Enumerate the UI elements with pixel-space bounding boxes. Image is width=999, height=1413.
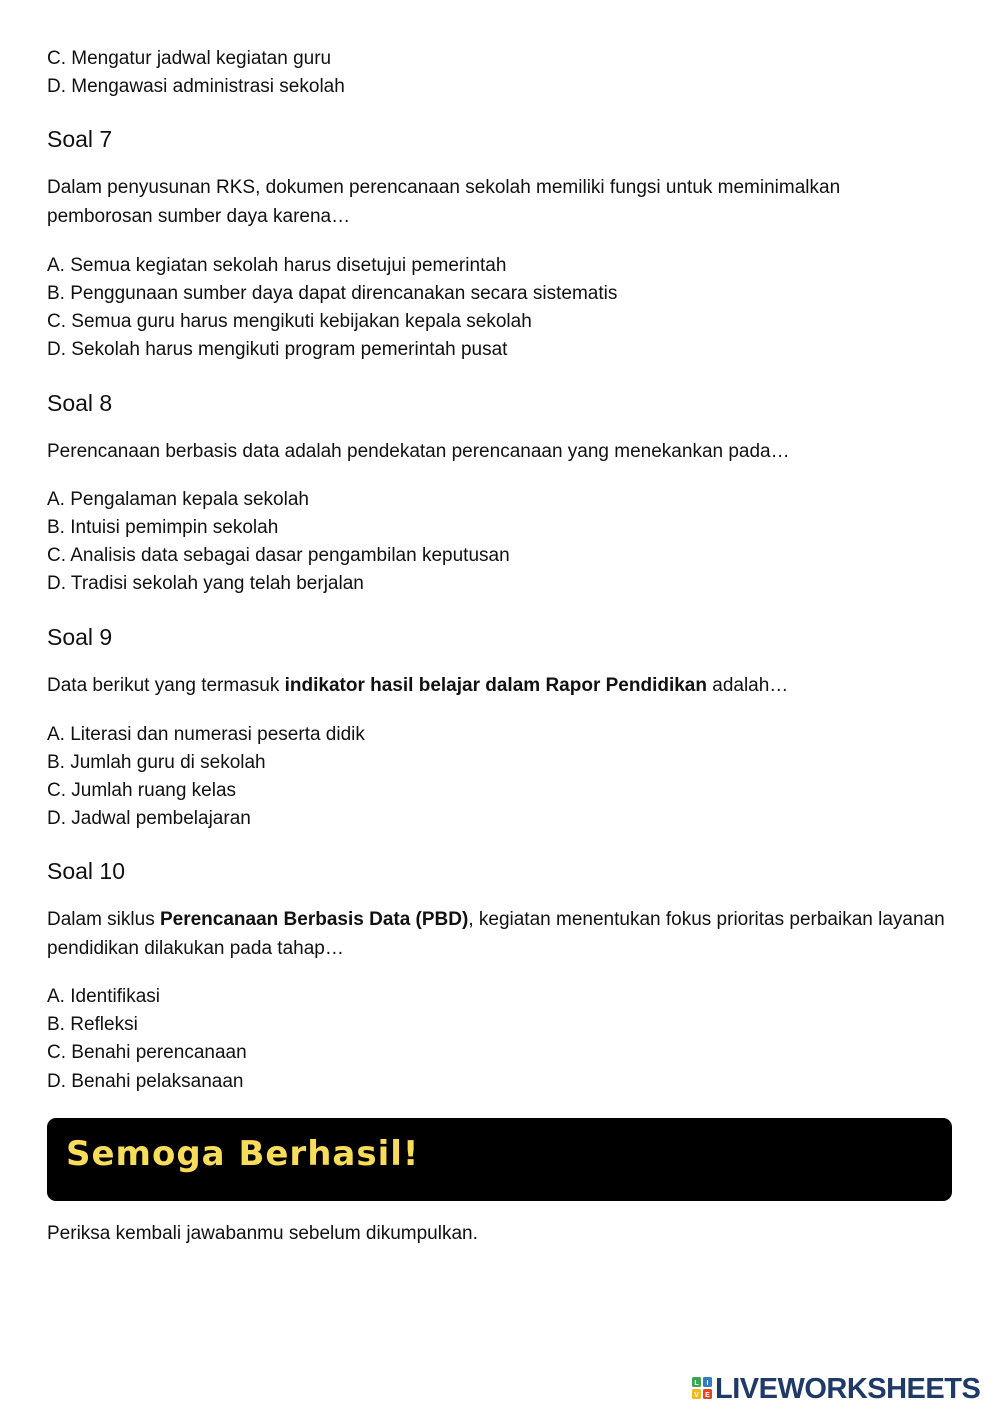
option-text: D. Tradisi sekolah yang telah berjalan bbox=[47, 573, 364, 594]
option-text: A. Pengalaman kepala sekolah bbox=[47, 489, 309, 510]
logo-grid-icon bbox=[692, 1377, 712, 1399]
logo-letter: V bbox=[694, 1392, 699, 1399]
logo-letter: I bbox=[706, 1380, 709, 1387]
option-text: C. Semua guru harus mengikuti kebijakan kepala sekolah bbox=[47, 311, 532, 332]
question-text: Perencanaan berbasis data adalah pendekatan perencanaan yang menekankan pada… bbox=[47, 441, 790, 462]
option-text: D. Sekolah harus mengikuti program pemerintah pusat bbox=[47, 339, 508, 360]
option-text: B. Jumlah guru di sekolah bbox=[47, 752, 266, 773]
closing-banner bbox=[47, 1118, 952, 1201]
option-text: C. Mengatur jadwal kegiatan guru bbox=[47, 48, 332, 69]
option-text: A. Semua kegiatan sekolah harus disetujui pemerintah bbox=[47, 255, 507, 276]
question-heading: Soal 9 bbox=[47, 624, 113, 650]
question-emphasis: Perencanaan Berbasis Data (PBD) bbox=[159, 909, 469, 930]
option-text: B. Intuisi pemimpin sekolah bbox=[47, 517, 279, 538]
question-text: Data berikut yang termasuk indikator hasil belajar dalam Rapor Pendidikan adalah… bbox=[47, 675, 789, 696]
question-heading: Soal 8 bbox=[47, 390, 113, 416]
option-text: D. Benahi pelaksanaan bbox=[47, 1071, 244, 1092]
logo-letter: E bbox=[705, 1392, 710, 1399]
question-text: Dalam siklus Perencanaan Berbasis Data (PBD), kegiatan menentukan fokus prioritas perbaikan layanan pendidikan dilakukan pada tahap… bbox=[47, 909, 945, 959]
option-text: C. Analisis data sebagai dasar pengambilan keputusan bbox=[47, 545, 510, 566]
question-text: Dalam penyusunan RKS, dokumen perencanaan sekolah memiliki fungsi untuk meminimalkan pemborosan sumber daya karena… bbox=[47, 177, 841, 227]
question-heading: Soal 10 bbox=[47, 858, 126, 884]
option-text: B. Penggunaan sumber daya dapat direncanakan secara sistematis bbox=[47, 283, 618, 304]
option-text: D. Mengawasi administrasi sekolah bbox=[47, 76, 345, 97]
option-text: A. Literasi dan numerasi peserta didik bbox=[47, 724, 365, 745]
option-text: D. Jadwal pembelajaran bbox=[47, 808, 251, 829]
footer-note: Periksa kembali jawabanmu sebelum dikumpulkan. bbox=[47, 1223, 478, 1244]
option-text: B. Refleksi bbox=[47, 1014, 138, 1035]
option-text: C. Jumlah ruang kelas bbox=[47, 780, 237, 801]
banner-title: Semoga Berhasil! bbox=[66, 1134, 420, 1174]
logo-letter: L bbox=[694, 1380, 699, 1387]
question-emphasis: indikator hasil belajar dalam Rapor Pendidikan bbox=[284, 675, 707, 696]
option-text: A. Identifikasi bbox=[47, 986, 160, 1007]
logo-wordmark: LIVEWORKSHEETS bbox=[715, 1373, 981, 1405]
option-text: C. Benahi perencanaan bbox=[47, 1042, 247, 1063]
question-heading: Soal 7 bbox=[47, 126, 113, 152]
